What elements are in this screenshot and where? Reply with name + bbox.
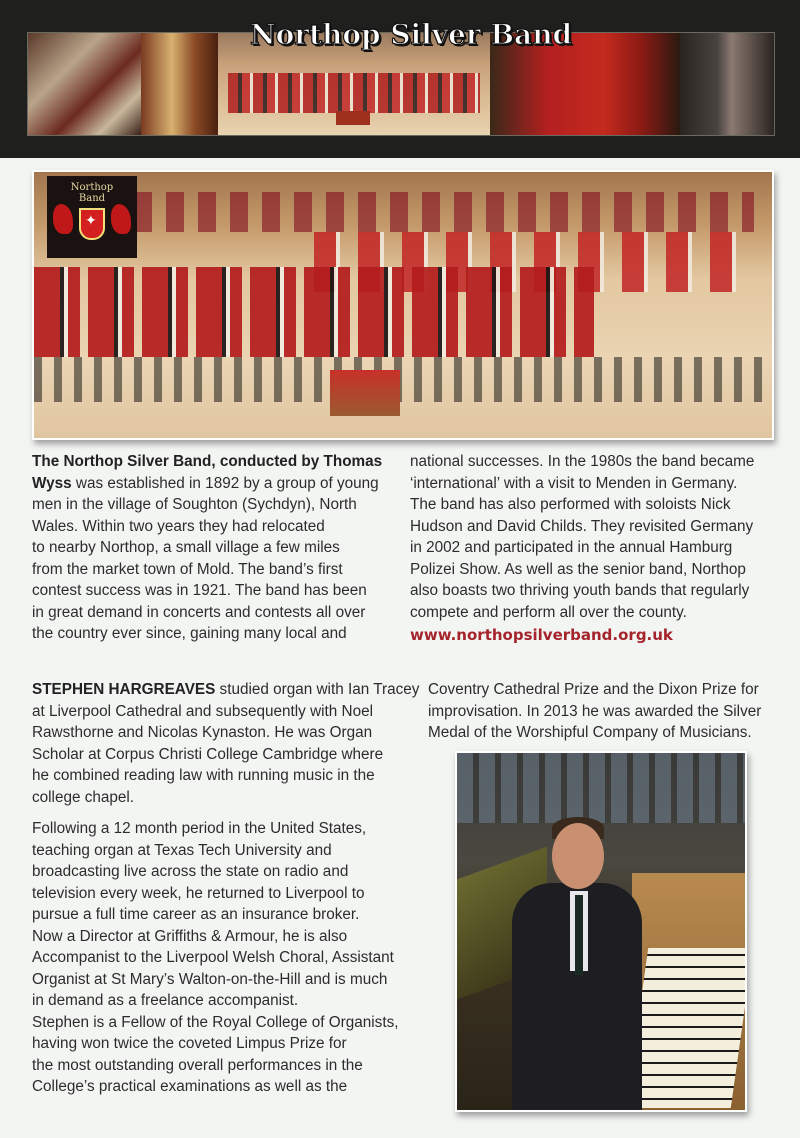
body-text: Rawsthorne and Nicolas Kynaston. He was Organ — [32, 724, 373, 741]
organist-article-col2 — [428, 679, 798, 744]
body-text: men in the village of Soughton (Sychdyn), North — [32, 496, 357, 513]
text-line — [32, 787, 422, 809]
text-line: College’s practical examinations as well as the — [32, 1078, 348, 1095]
body-text: at Liverpool Cathedral and subsequently with Noel — [32, 702, 373, 720]
text-line — [32, 451, 407, 473]
page-title: Northop Silver Band — [250, 18, 573, 51]
text-line — [32, 602, 407, 624]
website-link[interactable]: www.northopsilverband.org.uk — [410, 626, 673, 644]
body-text: Wales. Within two years they had relocated — [32, 517, 325, 535]
text-line: compete and perform all over the county. — [410, 603, 687, 621]
text-line: television every week, he returned to Liverpool to — [32, 884, 365, 902]
text-line — [32, 722, 422, 744]
text-line: having won twice the coveted Limpus Prize for — [32, 1035, 347, 1052]
text-line: in 2002 and participated in the annual Hamburg — [410, 539, 733, 556]
header-banner — [0, 0, 800, 158]
text-line: in demand as a freelance accompanist. — [32, 992, 299, 1009]
text-line: Coventry Cathedral Prize and the Dixon Prize for — [428, 681, 759, 698]
body-text: Scholar at Corpus Christi College Cambridge where — [32, 745, 384, 763]
text-line: Now a Director at Griffiths & Armour, he is also — [32, 927, 348, 945]
text-line: also boasts two thriving youth bands that regularly — [410, 582, 750, 599]
text-line: The band has also performed with soloists Nick — [410, 496, 731, 513]
text-line — [32, 516, 407, 538]
body-text: studied organ with Ian Tracey — [215, 681, 420, 698]
body-text: the country ever since, gaining many local and — [32, 625, 347, 642]
logo-text-band: Band — [78, 193, 106, 204]
conductor-podium — [330, 370, 400, 416]
band-article-col1 — [32, 451, 407, 645]
text-line: broadcasting live across the state on radio and — [32, 863, 349, 880]
organ-keyboard — [626, 948, 747, 1108]
text-line: Accompanist to the Liverpool Welsh Choral, Assistant — [32, 949, 394, 966]
band-logo-banner — [47, 176, 137, 258]
text-line: pursue a full time career as an insurance broker. — [32, 906, 360, 923]
band-article-col2 — [410, 451, 790, 647]
body-text: he combined reading law with running music in the — [32, 767, 375, 784]
body-text: in great demand in concerts and contests all over — [32, 603, 366, 621]
text-line: ‘international’ with a visit to Menden in Germany. — [410, 474, 738, 492]
text-line: teaching organ at Texas Tech University and — [32, 841, 332, 859]
body-text: from the market town of Mold. The band’s first — [32, 560, 343, 578]
header-photo-conductor — [680, 33, 774, 135]
text-line — [32, 701, 422, 723]
text-line: Medal of the Worshipful Company of Musicians. — [428, 724, 752, 741]
text-line: improvisation. In 2013 he was awarded the Silver — [428, 702, 762, 720]
text-line — [32, 623, 407, 645]
logo-text-northop: Northop — [70, 182, 114, 193]
text-line — [32, 494, 407, 516]
shield-icon — [79, 208, 105, 240]
body-text: to nearby Northop, a small village a few miles — [32, 539, 340, 556]
text-line — [32, 559, 407, 581]
text-line: national successes. In the 1980s the band became — [410, 453, 755, 470]
band-photo — [32, 170, 774, 440]
text-line: Stephen is a Fellow of the Royal College of Organists, — [32, 1013, 399, 1031]
text-line — [32, 765, 422, 787]
organist-photo — [455, 751, 747, 1112]
text-line: Polizei Show. As well as the senior band, Northop — [410, 560, 746, 578]
text-line: Following a 12 month period in the United States, — [32, 820, 367, 837]
text-line: Organist at St Mary’s Walton-on-the-Hill and is much — [32, 970, 388, 988]
text-line: the most outstanding overall performances in the — [32, 1056, 363, 1074]
header-photo-tuba — [141, 33, 218, 135]
text-line — [32, 580, 407, 602]
header-photo-instruments — [28, 33, 141, 135]
bold-text: The Northop Silver Band, conducted by Thomas — [32, 453, 383, 470]
body-text: was established in 1892 by a group of young — [71, 474, 379, 492]
text-line: Hudson and David Childs. They revisited Germany — [410, 517, 754, 535]
bold-text: Wyss — [32, 474, 72, 492]
body-text: college chapel. — [32, 788, 135, 806]
bold-text: STEPHEN HARGREAVES — [32, 681, 216, 698]
body-text: contest success was in 1921. The band has been — [32, 582, 367, 599]
text-line — [32, 744, 422, 766]
organist-article-col1 — [32, 679, 422, 1098]
text-line — [32, 679, 422, 701]
text-line — [32, 473, 407, 495]
text-line — [32, 537, 407, 559]
